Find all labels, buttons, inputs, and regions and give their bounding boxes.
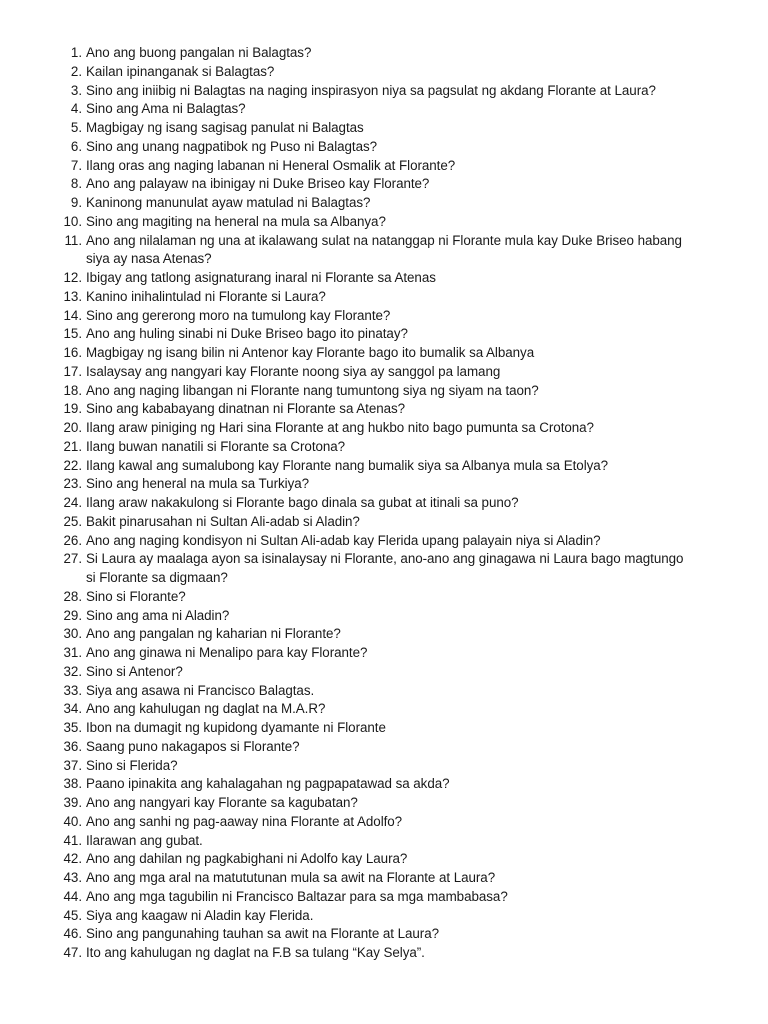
question-number: 25. [63,513,82,529]
question-item [0,907,768,926]
question-text: Ano ang ginawa ni Menalipo para kay Florante? [86,645,368,660]
question-number: 46. [63,926,82,942]
question-text: Sino ang iniibig ni Balagtas na naging inspirasyon niya sa pagsulat ng akdang Florante at Laura? [86,82,656,98]
question-number: 37. [63,757,82,773]
question-text: Paano ipinakita ang kahalagahan ng pagpapatawad sa akda? [86,776,450,792]
question-text: Ibigay ang tatlong asignaturang inaral ni Florante sa Atenas [86,270,436,285]
question-text: Ano ang naging kondisyon ni Sultan Ali-adab kay Flerida upang palayain niya si Aladin? [86,532,601,548]
question-number: 8. [70,176,82,192]
question-number: 44. [63,888,82,904]
question-number: 30. [63,626,82,642]
question-text: Kailan ipinanganak si Balagtas? [86,63,275,79]
question-number: 28. [63,588,82,604]
question-number: 32. [63,663,82,679]
question-item [0,513,768,532]
question-number: 15. [63,326,82,342]
question-item [0,944,768,963]
question-item [0,344,768,363]
question-item [0,100,768,119]
question-text-line: Ano ang nilalaman ng una at ikalawang sulat na natanggap ni Florante mula kay Duke Briseo habang [86,232,682,248]
question-text: Ilarawan ang gubat. [86,832,203,848]
question-number: 22. [63,457,82,473]
question-number: 6. [70,138,82,154]
question-number: 2. [70,63,82,79]
question-text: Ano ang pangalan ng kaharian ni Florante? [86,626,341,642]
question-item [0,494,768,513]
question-text: Ano ang mga tagubilin ni Francisco Baltazar para sa mga mambabasa? [86,888,508,904]
question-number: 16. [63,345,82,360]
question-number: 4. [70,101,82,117]
question-text: Magbigay ng isang bilin ni Antenor kay Florante bago ito bumalik sa Albanya [86,345,535,360]
question-item [0,363,768,382]
question-text: Siya ang kaagaw ni Aladin kay Flerida. [86,907,314,923]
question-number: 40. [63,813,82,829]
question-item [0,400,768,419]
question-item [0,438,768,457]
question-item [0,325,768,344]
question-item [0,288,768,307]
question-number: 33. [63,682,82,698]
question-text: Isalaysay ang nangyari kay Florante noong siya ay sanggol pa lamang [86,363,501,379]
question-number: 10. [63,213,82,229]
question-text [86,550,716,588]
question-number: 27. [63,551,82,567]
question-text: Ano ang buong pangalan ni Balagtas? [86,45,312,60]
question-number: 47. [63,945,82,960]
question-text: Ano ang huling sinabi ni Duke Briseo bago ito pinatay? [86,326,408,342]
question-item [0,794,768,813]
question-item [0,194,768,213]
question-item [0,232,768,270]
question-number: 13. [63,288,82,304]
question-number: 17. [63,363,82,379]
question-item [0,850,768,869]
question-text: Sino ang heneral na mula sa Turkiya? [86,476,310,492]
question-number: 31. [63,645,82,660]
question-number: 38. [63,776,82,792]
question-text: Ilang araw nakakulong si Florante bago dinala sa gubat at itinali sa puno? [86,495,519,510]
question-text: Ano ang kahulugan ng daglat na M.A.R? [86,701,326,717]
question-item [0,832,768,851]
question-text: Ibon na dumagit ng kupidong dyamante ni Florante [86,720,386,735]
question-number: 11. [64,232,82,248]
question-item [0,269,768,288]
question-text: Kanino inihalintulad ni Florante si Laura? [86,288,326,304]
question-number: 41. [63,832,82,848]
question-text: Ito ang kahulugan ng daglat na F.B sa tulang “Kay Selya”. [86,945,425,960]
question-number: 45. [63,907,82,923]
question-item [0,382,768,401]
question-item [0,588,768,607]
question-text-line: siya ay nasa Atenas? [86,251,212,267]
question-number: 35. [63,720,82,735]
question-number: 9. [70,195,82,210]
question-item [0,82,768,101]
question-number: 18. [63,382,82,398]
question-number: 20. [63,420,82,435]
question-text: Sino ang magiting na heneral na mula sa Albanya? [86,213,386,229]
question-item [0,813,768,832]
question-item [0,888,768,907]
question-text: Sino si Flerida? [86,757,178,773]
question-text: Ano ang nangyari kay Florante sa kagubatan? [86,795,358,810]
question-number: 24. [63,495,82,510]
question-item [0,644,768,663]
question-number: 29. [63,607,82,623]
question-text: Siya ang asawa ni Francisco Balagtas. [86,682,315,698]
question-item [0,682,768,701]
question-number: 5. [70,120,82,135]
question-number: 23. [63,476,82,492]
question-text: Magbigay ng isang sagisag panulat ni Balagtas [86,120,364,135]
question-item [0,157,768,176]
question-text: Ilang kawal ang sumalubong kay Florante nang bumalik siya sa Albanya mula sa Etolya? [86,457,609,473]
question-list [0,44,768,963]
question-text: Sino ang Ama ni Balagtas? [86,101,246,117]
question-text: Sino ang ama ni Aladin? [86,607,230,623]
question-item [0,700,768,719]
question-item [0,719,768,738]
question-text-line: si Florante sa digmaan? [86,570,228,585]
question-text [86,232,716,270]
question-item [0,213,768,232]
question-number: 19. [63,401,82,417]
question-item [0,869,768,888]
question-number: 3. [70,82,82,98]
question-text: Sino ang kababayang dinatnan ni Florante sa Atenas? [86,401,406,417]
question-text: Sino si Antenor? [86,663,183,679]
question-item [0,925,768,944]
question-number: 14. [63,307,82,323]
question-item [0,419,768,438]
question-item [0,307,768,326]
question-text: Ano ang naging libangan ni Florante nang tumuntong siya ng siyam na taon? [86,382,539,398]
question-item [0,607,768,626]
question-text: Sino ang unang nagpatibok ng Puso ni Balagtas? [86,138,378,154]
question-item [0,663,768,682]
question-number: 12. [63,270,82,285]
question-number: 34. [63,701,82,717]
question-number: 36. [63,738,82,754]
question-number: 43. [63,870,82,885]
question-text: Ano ang sanhi ng pag-aaway nina Florante at Adolfo? [86,813,403,829]
question-text: Bakit pinarusahan ni Sultan Ali-adab si Aladin? [86,513,360,529]
question-text: Ano ang mga aral na matututunan mula sa awit na Florante at Laura? [86,870,496,885]
question-item [0,457,768,476]
question-text: Ilang araw piniging ng Hari sina Florante at ang hukbo nito bago pumunta sa Crotona? [86,420,594,435]
question-text: Ilang oras ang naging labanan ni Heneral Osmalik at Florante? [86,157,456,173]
question-item [0,550,768,588]
question-text: Sino si Florante? [86,588,186,604]
question-text: Sino ang gererong moro na tumulong kay Florante? [86,307,391,323]
question-text: Sino ang pangunahing tauhan sa awit na Florante at Laura? [86,926,440,942]
question-item [0,775,768,794]
question-item [0,738,768,757]
question-item [0,119,768,138]
question-number: 21. [63,438,82,454]
question-number: 39. [63,795,82,810]
question-text-line: Si Laura ay maalaga ayon sa isinalaysay ni Florante, ano-ano ang ginagawa ni Laura bago magtungo [86,551,684,567]
question-item [0,175,768,194]
question-item [0,757,768,776]
question-item [0,44,768,63]
question-number: 7. [70,157,82,173]
question-text: Kaninong manunulat ayaw matulad ni Balagtas? [86,195,371,210]
question-number: 42. [63,851,82,867]
question-item [0,475,768,494]
question-text: Ano ang dahilan ng pagkabighani ni Adolfo kay Laura? [86,851,408,867]
question-text: Saang puno nakagapos si Florante? [86,738,300,754]
question-text: Ano ang palayaw na ibinigay ni Duke Briseo kay Florante? [86,176,430,192]
question-text: Ilang buwan nanatili si Florante sa Crotona? [86,438,346,454]
document-page [0,44,768,963]
question-item [0,138,768,157]
question-item [0,63,768,82]
question-item [0,625,768,644]
question-number: 26. [63,532,82,548]
question-number: 1. [70,45,82,60]
question-item [0,532,768,551]
